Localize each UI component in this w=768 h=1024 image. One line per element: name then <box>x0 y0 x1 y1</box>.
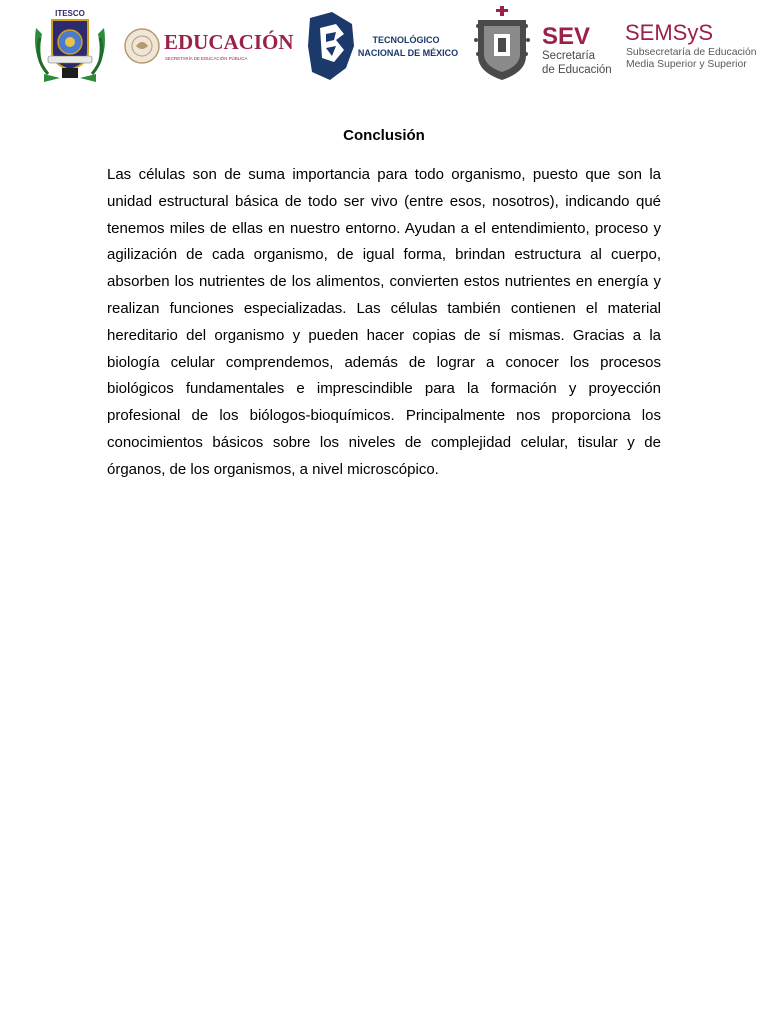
tecnm-logo-line1: TECNOLÓGICO <box>372 35 440 45</box>
sev-logo-line1: Secretaría <box>542 50 596 62</box>
tecnm-logo-line2: NACIONAL DE MÉXICO <box>357 48 459 58</box>
semsys-logo-line2: Media Superior y Superior <box>626 59 747 70</box>
educacion-logo <box>122 22 297 66</box>
educacion-logo-title: EDUCACIÓN <box>164 30 294 54</box>
semsys-logo-abbr: SEMSyS <box>625 20 714 45</box>
sev-logo <box>472 6 622 82</box>
header-logos <box>0 0 768 90</box>
educacion-logo-subtitle: SECRETARÍA DE EDUCACIÓN PÚBLICA <box>165 56 248 61</box>
itesco-logo <box>30 8 110 84</box>
itesco-logo-title: ITESCO <box>55 9 85 18</box>
sev-logo-abbr: SEV <box>542 23 591 50</box>
document-title: Conclusión <box>343 127 425 144</box>
semsys-logo <box>624 16 768 72</box>
tecnm-logo <box>306 10 464 82</box>
semsys-logo-line1: Subsecretaría de Educación <box>626 47 757 58</box>
sev-logo-line2: de Educación <box>542 64 612 76</box>
conclusion-paragraph: Las células son de suma importancia para todo organismo, puesto que son la unidad estructural básica de todo ser vivo (entre esos, nosotros), indicando qué tenemos miles de ellas en nuestro entorno. Ayudan a el entendimiento, proceso y agilización de cada organismo, de igual forma, brindan estructura al cuerpo, absorben los nutrientes de los alimentos, convierten estos nutrientes en energía y realizan funciones especializadas. Las células también contienen el material hereditario del organismo y pueden hacer copias de sí mismas. Gracias a la biología celular comprendemos, además de lograr a conocer los procesos biológicos fundamentales e imprescindible para la formación y proyección profesional de los biólogos-bioquímicos. Principalmente nos proporciona los conocimientos básicos sobre los niveles de complejidad celular, tisular y de órganos, de los organismos, a nivel microscópico. <box>107 166 661 478</box>
